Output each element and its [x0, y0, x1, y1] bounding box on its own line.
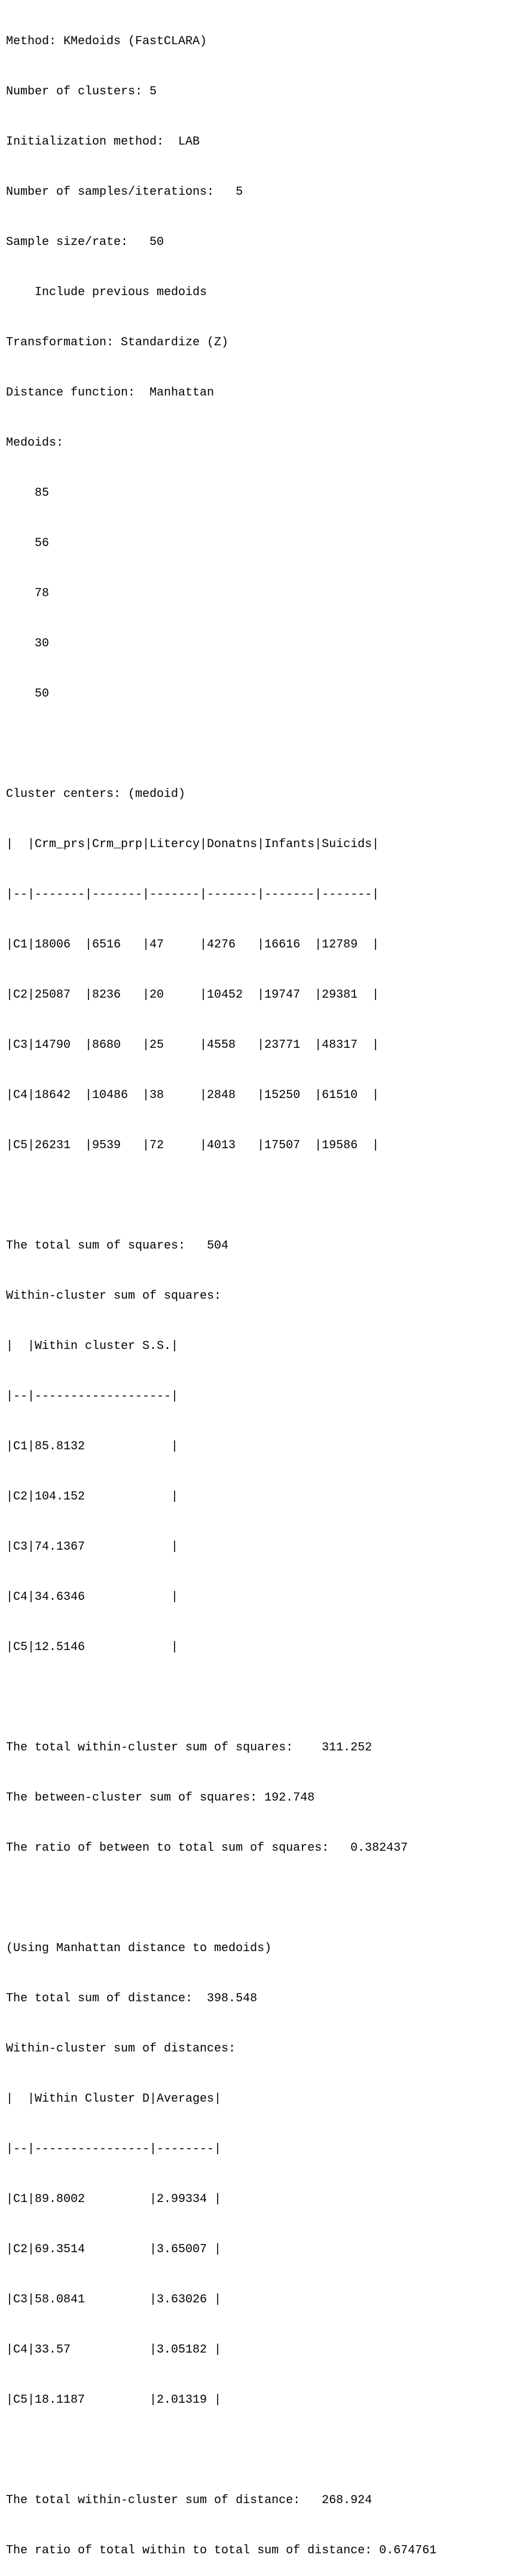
centers-table-row: |C5|26231 |9539 |72 |4013 |17507 |19586 | — [6, 1139, 380, 1152]
centers-table-row: |C4|18642 |10486 |38 |2848 |15250 |61510 | — [6, 1088, 380, 1102]
include-previous-line: Include previous medoids — [6, 286, 207, 299]
transformation-line: Transformation: Standardize (Z) — [6, 336, 229, 349]
medoid-value: 30 — [6, 637, 50, 651]
medoid-value: 50 — [6, 687, 50, 701]
centers-table-row: |C3|14790 |8680 |25 |4558 |23771 |48317 | — [6, 1038, 380, 1052]
within-ss-table-row: |C5|12.5146 | — [6, 1640, 179, 1654]
medoid-value: 78 — [6, 587, 50, 600]
within-distance-table-row: |C5|18.1187 |2.01319 | — [6, 2393, 222, 2407]
sample-size-line: Sample size/rate: 50 — [6, 235, 164, 249]
centers-table-header: | |Crm_prs|Crm_prp|Litercy|Donatns|Infants|Suicids| — [6, 838, 380, 851]
within-ss-heading: Within-cluster sum of squares: — [6, 1289, 222, 1303]
blank-line — [6, 1689, 436, 1706]
total-distance-line: The total sum of distance: 398.548 — [6, 1992, 258, 2005]
num-clusters-line: Number of clusters: 5 — [6, 85, 157, 99]
ss-ratio-line: The ratio of between to total sum of squares: 0.382437 — [6, 1841, 408, 1855]
init-method-line: Initialization method: LAB — [6, 135, 200, 149]
within-ss-table-row: |C3|74.1367 | — [6, 1540, 179, 1554]
between-ss-line: The between-cluster sum of squares: 192.748 — [6, 1791, 315, 1805]
distance-note: (Using Manhattan distance to medoids) — [6, 1942, 272, 1955]
within-distance-table-header: | |Within Cluster D|Averages| — [6, 2092, 222, 2106]
method-line: Method: KMedoids (FastCLARA) — [6, 35, 207, 48]
within-ss-table-row: |C1|85.8132 | — [6, 1440, 179, 1453]
total-within-ss-line: The total within-cluster sum of squares: 311.252 — [6, 1741, 372, 1755]
centers-table-row: |C1|18006 |6516 |47 |4276 |16616 |12789 | — [6, 938, 380, 952]
within-ss-table-separator: |--|-------------------| — [6, 1390, 179, 1403]
medoids-heading: Medoids: — [6, 436, 64, 450]
within-ss-table-row: |C4|34.6346 | — [6, 1590, 179, 1604]
distance-function-line: Distance function: Manhattan — [6, 386, 215, 400]
within-distance-heading: Within-cluster sum of distances: — [6, 2042, 236, 2056]
blank-line — [6, 1188, 436, 1204]
within-distance-table-row: |C4|33.57 |3.05182 | — [6, 2343, 222, 2357]
clustering-report — [6, 0, 436, 2576]
within-distance-table-row: |C1|89.8002 |2.99334 | — [6, 2192, 222, 2206]
within-distance-table-row: |C3|58.0841 |3.63026 | — [6, 2293, 222, 2307]
centers-table-separator: |--|-------|-------|-------|-------|-------|-------| — [6, 888, 380, 901]
blank-line — [6, 1890, 436, 1907]
blank-line — [6, 2442, 436, 2459]
medoid-value: 56 — [6, 536, 50, 550]
within-distance-table-row: |C2|69.3514 |3.65007 | — [6, 2243, 222, 2256]
num-samples-line: Number of samples/iterations: 5 — [6, 185, 243, 199]
distance-ratio-line: The ratio of total within to total sum of distance: 0.674761 — [6, 2544, 437, 2557]
within-distance-table-separator: |--|----------------|--------| — [6, 2142, 222, 2156]
cluster-centers-heading: Cluster centers: (medoid) — [6, 787, 186, 801]
within-ss-table-row: |C2|104.152 | — [6, 1490, 179, 1504]
blank-line — [6, 736, 436, 753]
medoid-value: 85 — [6, 486, 50, 500]
centers-table-row: |C2|25087 |8236 |20 |10452 |19747 |29381 | — [6, 988, 380, 1002]
total-within-distance-line: The total within-cluster sum of distance: 268.924 — [6, 2494, 372, 2507]
total-ss-line: The total sum of squares: 504 — [6, 1239, 229, 1253]
within-ss-table-header: | |Within cluster S.S.| — [6, 1339, 179, 1353]
